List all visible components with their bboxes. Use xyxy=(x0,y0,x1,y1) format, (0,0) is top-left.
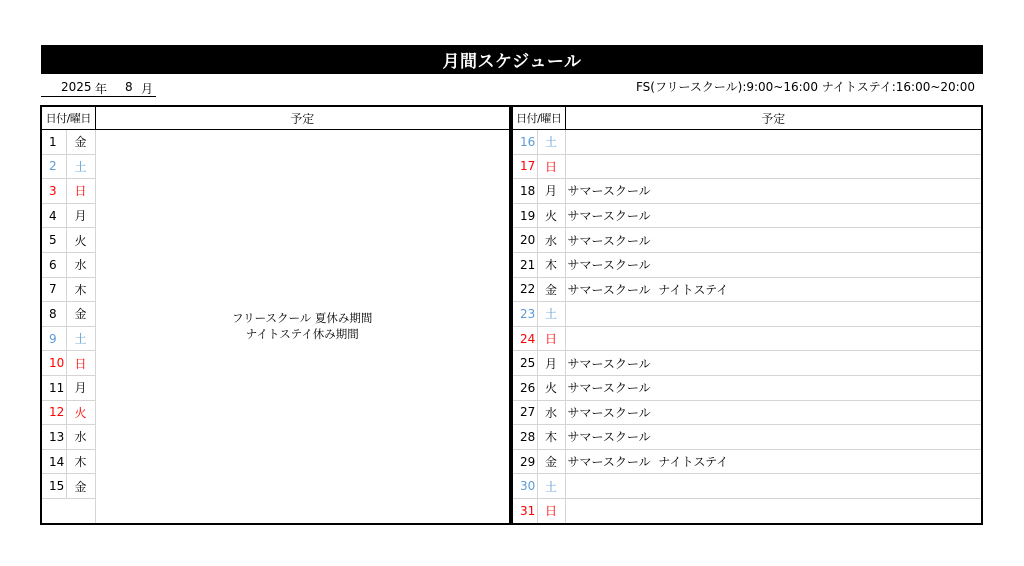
weekday-cell: 金 xyxy=(66,302,95,327)
table-row xyxy=(512,326,982,351)
table-row xyxy=(512,228,982,253)
table-row xyxy=(512,474,982,499)
date-cell: 7 xyxy=(41,277,66,302)
date-cell: 31 xyxy=(512,498,537,523)
date-cell: 11 xyxy=(41,375,66,400)
plan-cell xyxy=(565,474,982,499)
weekday-cell: 木 xyxy=(66,277,95,302)
table-row xyxy=(512,154,982,179)
weekday-cell: 土 xyxy=(537,302,565,327)
plan-column-header: 予定 xyxy=(565,106,982,130)
date-cell: 14 xyxy=(41,449,66,474)
weekday-cell: 火 xyxy=(66,400,95,425)
day-column-header: 日付/曜日 xyxy=(41,106,95,130)
weekday-cell: 木 xyxy=(537,425,565,450)
table-row xyxy=(512,179,982,204)
date-cell: 17 xyxy=(512,154,537,179)
month-label: 月 xyxy=(141,82,154,96)
merged-plan-cell xyxy=(95,130,510,524)
table-row xyxy=(512,498,982,523)
page-title: 月間スケジュール xyxy=(41,45,983,74)
weekday-cell: 金 xyxy=(66,474,95,499)
day-column-header: 日付/曜日 xyxy=(512,106,565,130)
year-label: 年 xyxy=(95,82,108,96)
plan-cell xyxy=(565,498,982,523)
date-cell: 10 xyxy=(41,351,66,376)
plan-cell xyxy=(565,154,982,179)
table-row xyxy=(512,425,982,450)
date-cell: 19 xyxy=(512,203,537,228)
table-row xyxy=(512,252,982,277)
date-cell: 30 xyxy=(512,474,537,499)
month-value: 8 xyxy=(125,80,133,94)
table-row xyxy=(512,400,982,425)
table-row xyxy=(512,302,982,327)
schedule-table-left xyxy=(40,105,511,525)
table-row xyxy=(512,449,982,474)
weekday-cell: 水 xyxy=(537,400,565,425)
date-cell: 8 xyxy=(41,302,66,327)
opening-hours: FS(フリースクール):9:00~16:00 ナイトステイ:16:00~20:00 xyxy=(635,80,975,94)
table-row xyxy=(512,203,982,228)
date-cell: 6 xyxy=(41,252,66,277)
table-row xyxy=(512,351,982,376)
plan-cell: サマースクール xyxy=(565,425,982,450)
table-row xyxy=(512,277,982,302)
weekday-cell: 月 xyxy=(537,179,565,204)
date-cell: 12 xyxy=(41,400,66,425)
plan-cell: サマースクール xyxy=(565,179,982,204)
plan-cell xyxy=(565,326,982,351)
weekday-cell: 水 xyxy=(537,228,565,253)
year-value: 2025 xyxy=(61,80,92,94)
table-header-row xyxy=(41,106,510,130)
date-cell: 26 xyxy=(512,375,537,400)
weekday-cell: 月 xyxy=(66,375,95,400)
date-cell: 24 xyxy=(512,326,537,351)
date-cell: 15 xyxy=(41,474,66,499)
plan-cell: サマースクール xyxy=(565,375,982,400)
date-cell: 16 xyxy=(512,130,537,155)
date-cell: 20 xyxy=(512,228,537,253)
date-cell: 3 xyxy=(41,179,66,204)
weekday-cell: 木 xyxy=(66,449,95,474)
date-cell: 21 xyxy=(512,252,537,277)
weekday-cell: 火 xyxy=(537,203,565,228)
date-cell: 25 xyxy=(512,351,537,376)
merged-plan-line2: ナイトステイ休み期間 xyxy=(245,327,359,342)
plan-cell xyxy=(565,302,982,327)
date-cell: 1 xyxy=(41,130,66,155)
weekday-cell: 土 xyxy=(537,130,565,155)
weekday-cell: 土 xyxy=(66,154,95,179)
date-cell: 29 xyxy=(512,449,537,474)
plan-cell: サマースクール xyxy=(565,228,982,253)
plan-cell: サマースクール xyxy=(565,203,982,228)
date-cell xyxy=(41,498,95,523)
plan-cell: サマースクール ナイトステイ xyxy=(565,449,982,474)
weekday-cell: 月 xyxy=(66,203,95,228)
schedule-table-right xyxy=(511,105,983,525)
weekday-cell: 水 xyxy=(66,252,95,277)
plan-cell: サマースクール xyxy=(565,351,982,376)
date-cell: 9 xyxy=(41,326,66,351)
plan-cell: サマースクール ナイトステイ xyxy=(565,277,982,302)
table-row xyxy=(512,375,982,400)
weekday-cell: 金 xyxy=(537,277,565,302)
weekday-cell: 日 xyxy=(537,498,565,523)
date-cell: 13 xyxy=(41,425,66,450)
table-header-row xyxy=(512,106,982,130)
weekday-cell: 日 xyxy=(66,351,95,376)
table-row xyxy=(512,130,982,155)
table-row xyxy=(41,130,510,155)
weekday-cell: 火 xyxy=(537,375,565,400)
date-cell: 27 xyxy=(512,400,537,425)
weekday-cell: 金 xyxy=(537,449,565,474)
date-cell: 5 xyxy=(41,228,66,253)
weekday-cell: 金 xyxy=(66,130,95,155)
plan-cell: サマースクール xyxy=(565,252,982,277)
weekday-cell: 日 xyxy=(537,326,565,351)
plan-column-header: 予定 xyxy=(95,106,510,130)
weekday-cell: 日 xyxy=(66,179,95,204)
weekday-cell: 水 xyxy=(66,425,95,450)
date-cell: 4 xyxy=(41,203,66,228)
weekday-cell: 土 xyxy=(66,326,95,351)
date-cell: 22 xyxy=(512,277,537,302)
plan-cell xyxy=(565,130,982,155)
date-cell: 28 xyxy=(512,425,537,450)
date-cell: 2 xyxy=(41,154,66,179)
weekday-cell: 火 xyxy=(66,228,95,253)
plan-cell: サマースクール xyxy=(565,400,982,425)
weekday-cell: 日 xyxy=(537,154,565,179)
weekday-cell: 木 xyxy=(537,252,565,277)
weekday-cell: 月 xyxy=(537,351,565,376)
month-selector xyxy=(41,78,156,97)
weekday-cell: 土 xyxy=(537,474,565,499)
date-cell: 23 xyxy=(512,302,537,327)
merged-plan-line1: フリースクール 夏休み期間 xyxy=(232,311,373,326)
date-cell: 18 xyxy=(512,179,537,204)
